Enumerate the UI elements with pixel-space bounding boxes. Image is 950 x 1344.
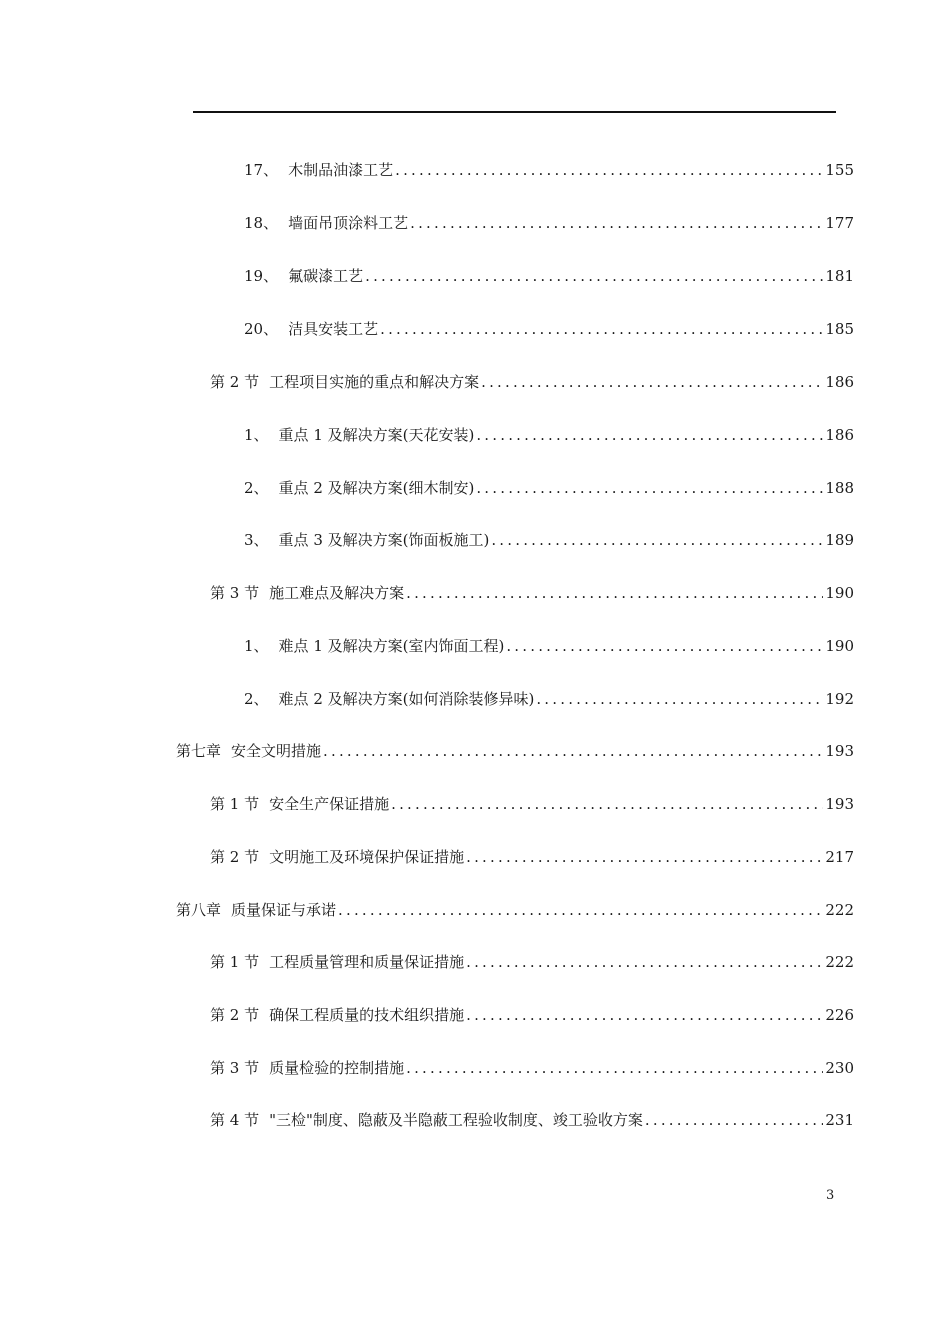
toc-entry-title: 安全生产保证措施 [269,795,390,813]
toc-entry-title: 工程项目实施的重点和解决方案 [269,373,480,391]
dot-leader [466,950,823,974]
toc-entry-number: 第 2 节 [210,373,260,391]
toc-entry[interactable] [244,317,854,341]
toc-entry-number: 2、 [244,479,269,497]
toc-entry[interactable] [244,476,854,500]
dot-leader [406,581,823,605]
toc-entry-page: 230 [825,1059,854,1077]
toc-entry-title: 氟碳漆工艺 [288,267,364,285]
toc-entry-page: 177 [825,214,854,232]
dot-leader [476,476,823,500]
page-number: 3 [826,1188,835,1203]
toc-entry-number: 19、 [244,267,279,285]
toc-entry-title: 重点 2 及解决方案(细木制安) [278,479,475,497]
dot-leader [466,845,823,869]
toc-entry-number: 第 1 节 [210,795,260,813]
dot-leader [536,687,823,711]
toc-entry-number: 第 2 节 [210,848,260,866]
toc-entry[interactable] [210,1003,854,1027]
toc-entry-page: 188 [825,479,854,497]
toc-entry-title: 质量检验的控制措施 [269,1059,405,1077]
dot-leader [406,1056,823,1080]
toc-entry-title: 洁具安装工艺 [288,320,379,338]
toc-entry-page: 189 [825,531,854,549]
toc-entry-number: 20、 [244,320,279,338]
toc-entry-number: 第 3 节 [210,1059,260,1077]
header-rule [193,111,836,113]
toc-entry-number: 3、 [244,531,269,549]
dot-leader [323,739,823,763]
toc-entry-title: 重点 3 及解决方案(饰面板施工) [278,531,490,549]
dot-leader [466,1003,823,1027]
toc-entry-number: 1、 [244,637,269,655]
toc-entry-number: 18、 [244,214,279,232]
toc-entry-page: 186 [825,373,854,391]
dot-leader [410,211,823,235]
toc-entry-page: 190 [825,637,854,655]
toc-entry[interactable] [244,211,854,235]
toc-entry-page: 193 [825,742,854,760]
toc-entry-title: 施工难点及解决方案 [269,584,405,602]
toc-entry-title: 难点 2 及解决方案(如何消除装修异味) [278,690,535,708]
toc-entry-page: 155 [825,161,854,179]
toc-entry-title: 工程质量管理和质量保证措施 [269,953,465,971]
dot-leader [395,158,823,182]
toc-entry-number: 1、 [244,426,269,444]
toc-entry-number: 第 1 节 [210,953,260,971]
toc-entry-title: 难点 1 及解决方案(室内饰面工程) [278,637,505,655]
dot-leader [491,528,823,552]
toc-entry-number: 17、 [244,161,279,179]
toc-entry-number: 第 4 节 [210,1111,260,1129]
toc-entry[interactable] [210,792,854,816]
toc-entry[interactable] [244,634,854,658]
toc-entry-number: 第八章 [176,901,222,919]
toc-entry[interactable] [244,528,854,552]
toc-entry[interactable] [210,845,854,869]
dot-leader [380,317,823,341]
toc-entry[interactable] [176,739,854,763]
dot-leader [391,792,823,816]
dot-leader [476,423,823,447]
toc-entry[interactable] [244,423,854,447]
toc-entry[interactable] [210,1108,854,1132]
toc-entry[interactable] [176,898,854,922]
toc-entry-number: 第 3 节 [210,584,260,602]
toc-entry-title: 确保工程质量的技术组织措施 [269,1006,465,1024]
toc-entry-page: 181 [825,267,854,285]
dot-leader [365,264,823,288]
toc-entry-number: 第 2 节 [210,1006,260,1024]
toc-entry-page: 186 [825,426,854,444]
toc-entry-page: 231 [825,1111,854,1129]
toc-entry-page: 226 [825,1006,854,1024]
toc-entry[interactable] [244,264,854,288]
toc-entry-number: 第七章 [176,742,222,760]
toc-entry-title: 墙面吊顶涂料工艺 [288,214,409,232]
dot-leader [645,1108,823,1132]
toc-entry-page: 222 [825,901,854,919]
toc-entry[interactable] [210,950,854,974]
toc-entry-page: 190 [825,584,854,602]
toc-entry[interactable] [210,581,854,605]
toc-entry-title: 质量保证与承诺 [231,901,337,919]
toc-entry-number: 2、 [244,690,269,708]
toc-entry[interactable] [210,1056,854,1080]
toc-entry-title: 安全文明措施 [231,742,322,760]
toc-entry-page: 185 [825,320,854,338]
toc-entry-page: 192 [825,690,854,708]
toc-entry[interactable] [210,370,854,394]
dot-leader [338,898,823,922]
toc-entry-title: 文明施工及环境保护保证措施 [269,848,465,866]
toc-entry[interactable] [244,158,854,182]
dot-leader [481,370,823,394]
dot-leader [506,634,823,658]
toc-entry-page: 222 [825,953,854,971]
toc-entry-page: 193 [825,795,854,813]
toc-entry-title: 木制品油漆工艺 [288,161,394,179]
toc-entry-title: 重点 1 及解决方案(天花安装) [278,426,475,444]
toc-entry[interactable] [244,687,854,711]
toc-entry-page: 217 [825,848,854,866]
toc-entry-title: "三检"制度、隐蔽及半隐蔽工程验收制度、竣工验收方案 [269,1111,643,1129]
